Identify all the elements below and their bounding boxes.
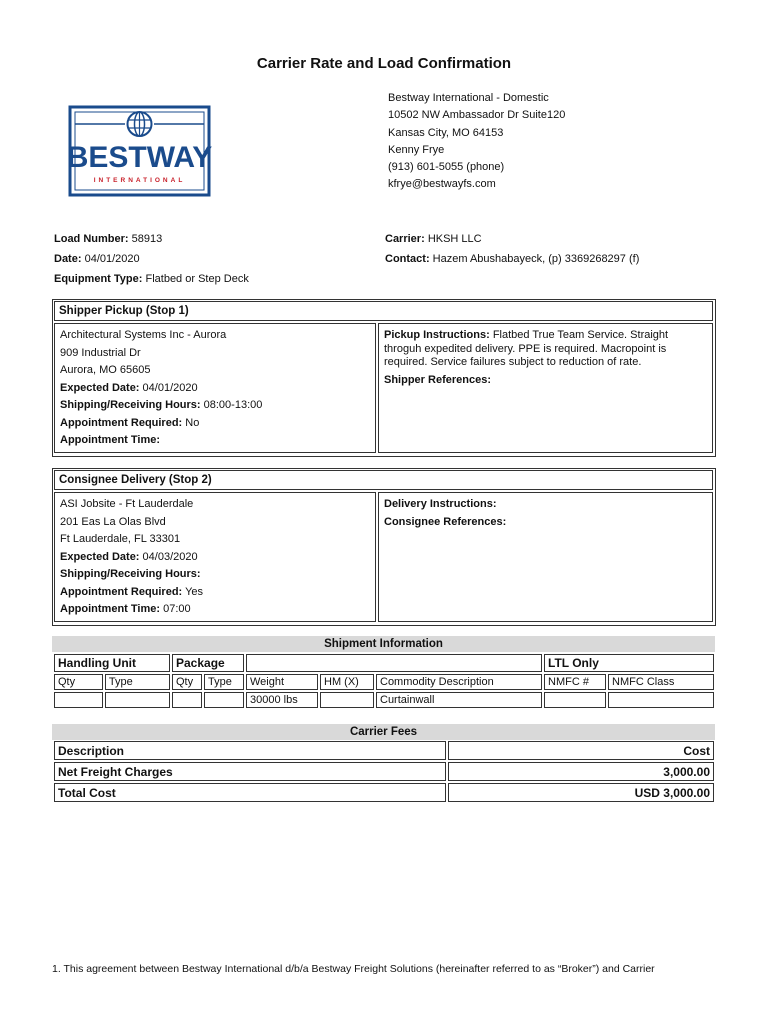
col-nmfc-class: NMFC Class [608,674,714,690]
company-phone: (913) 601-5055 (phone) [388,161,505,174]
shipment-group-row [54,654,714,672]
carrier-fees-header: Carrier Fees [52,724,715,740]
pickup-appt-required: Appointment Required: No [60,416,200,429]
pickup-appt-time: Appointment Time: [60,434,161,446]
delivery-appt-required: Appointment Required: Yes [60,585,204,598]
cell-type [105,692,170,708]
delivery-expected-date: Expected Date: 04/03/2020 [60,550,198,563]
load-number: Load Number: 58913 [54,233,163,245]
col-pkg-qty: Qty [172,674,202,690]
shipment-table [52,652,716,710]
load-date: Date: 04/01/2020 [54,253,140,265]
delivery-instructions-cell [378,492,713,622]
consignee-references: Consignee References: [384,515,507,528]
delivery-appt-time: Appointment Time: 07:00 [60,603,191,615]
cell-pkg-qty [172,692,202,708]
package-header: Package [172,654,244,672]
cell-nmfc [544,692,606,708]
col-hm: HM (X) [320,674,374,690]
pickup-hours: Shipping/Receiving Hours: 08:00-13:00 [60,399,263,411]
equipment-type: Equipment Type: Flatbed or Step Deck [54,273,249,285]
table-row [54,783,714,802]
col-qty: Qty [54,674,103,690]
company-email[interactable]: kfrye@bestwayfs.com [388,178,496,191]
col-nmfc: NMFC # [544,674,606,690]
col-commodity: Commodity Description [376,674,542,690]
carrier-name: Carrier: HKSH LLC [385,233,482,245]
delivery-header: Consignee Delivery (Stop 2) [54,470,713,490]
total-cost-value: USD 3,000.00 [448,783,714,802]
pickup-instructions: Pickup Instructions: Flatbed True Team Service. Straight throguh expedited delivery. PPE is required. Macropoint is required. Service failures subject to reduction of rate. [384,329,669,368]
fees-table [52,739,716,804]
cell-pkg-type [204,692,244,708]
company-city: Kansas City, MO 64153 [388,126,504,139]
logo-wordmark: BESTWAY [67,141,212,174]
shipper-references: Shipper References: [384,373,491,386]
delivery-city: Ft Lauderdale, FL 33301 [60,533,181,545]
delivery-address-cell [54,492,376,622]
table-row [54,692,714,708]
page-title: Carrier Rate and Load Confirmation [256,55,512,72]
table-row [54,762,714,781]
col-type: Type [105,674,170,690]
pickup-street: 909 Industrial Dr [60,346,141,359]
cell-commodity: Curtainwall [376,692,542,708]
cell-hm [320,692,374,708]
shipment-column-row [54,674,714,690]
delivery-instructions: Delivery Instructions: [384,498,497,510]
company-name: Bestway International - Domestic [388,92,549,104]
fees-description-label: Description [54,741,446,760]
footer-text: 1. This agreement between Bestway International d/b/a Bestway Freight Solutions (hereinafter referred to as “Broker”) and Carrier [52,963,655,975]
net-freight-value: 3,000.00 [448,762,714,781]
company-contact: Kenny Frye [388,143,445,156]
pickup-name: Architectural Systems Inc - Aurora [60,329,227,341]
pickup-city: Aurora, MO 65605 [60,364,151,376]
handling-unit-header: Handling Unit [54,654,170,672]
ltl-only-header: LTL Only [544,654,714,672]
col-pkg-type: Type [204,674,244,690]
pickup-header: Shipper Pickup (Stop 1) [54,301,713,321]
pickup-instructions-cell [378,323,713,453]
pickup-address-cell [54,323,376,453]
delivery-street: 201 Eas La Olas Blvd [60,515,166,528]
cell-nmfc-class [608,692,714,708]
carrier-contact: Contact: Hazem Abushabayeck, (p) 3369268297 (f) [385,253,640,265]
delivery-name: ASI Jobsite - Ft Lauderdale [60,498,194,510]
cell-qty [54,692,103,708]
company-address [388,90,565,194]
net-freight-label: Net Freight Charges [54,762,446,781]
shipment-header: Shipment Information [52,636,715,652]
delivery-hours: Shipping/Receiving Hours: [60,568,201,580]
pickup-expected-date: Expected Date: 04/01/2020 [60,381,198,394]
blank-header [246,654,542,672]
col-weight: Weight [246,674,318,690]
company-street: 10502 NW Ambassador Dr Suite120 [388,109,566,122]
logo-subtitle: INTERNATIONAL [93,177,186,184]
cell-weight: 30000 lbs [246,692,318,708]
fees-header-row [54,741,714,760]
total-cost-label: Total Cost [54,783,446,802]
bestway-logo [67,104,212,198]
fees-cost-label: Cost [448,741,714,760]
